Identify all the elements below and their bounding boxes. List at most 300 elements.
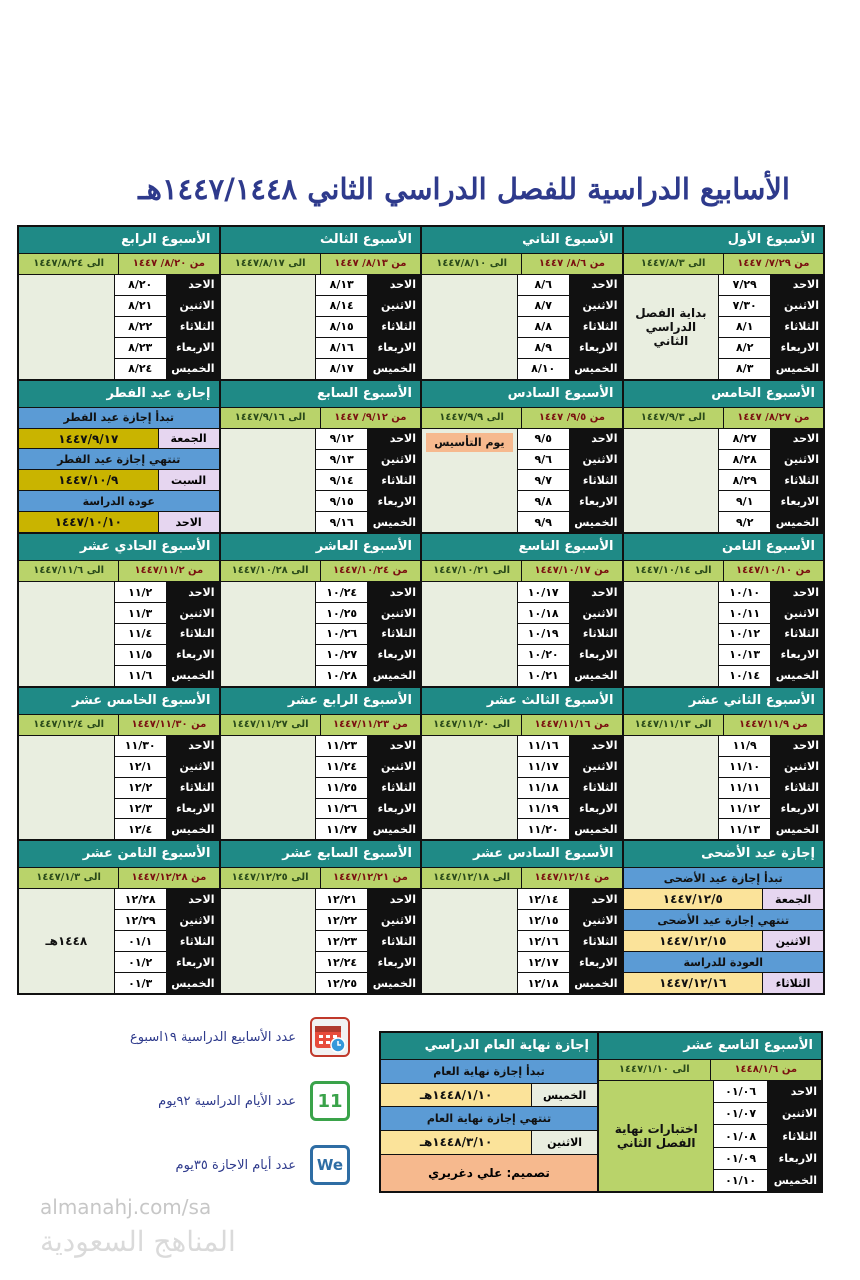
week-title: الأسبوع الثاني عشر [624, 688, 824, 714]
yearend-end-day: الاثنين [532, 1131, 597, 1154]
day-row [115, 296, 219, 316]
week-days [518, 429, 622, 533]
week-days [115, 275, 219, 379]
week-body [221, 429, 421, 533]
final-week-panel [379, 1031, 823, 1193]
holiday-label: تنتهي إجازة عيد الأضحى [624, 910, 824, 930]
week-4 [19, 227, 219, 379]
week-body [624, 275, 824, 379]
day-name: الاربعاء [368, 952, 420, 972]
day-row [316, 359, 420, 379]
day-date: ٨/٩ [518, 338, 569, 358]
day-date: ١٠/٢٨ [316, 666, 367, 686]
day-name: الخميس [771, 666, 823, 686]
day-date: ١٢/١ [115, 757, 166, 777]
day-name: الاحد [167, 736, 219, 756]
day-date: ٩/٧ [518, 470, 569, 490]
week-note-text: ١٤٤٨هـ [45, 934, 88, 949]
week-from-date: من ١٤٤٧/١١/٣٠ [119, 715, 218, 735]
day-name: الثلاثاء [368, 624, 420, 644]
week-14 [221, 688, 421, 840]
day-name: الثلاثاء [570, 778, 622, 798]
day-name: الخميس [570, 819, 622, 839]
holiday-row [19, 429, 219, 449]
day-date: ٨/٢ [719, 338, 770, 358]
day-name: الاحد [768, 1081, 821, 1102]
day-row [316, 338, 420, 358]
day-name: الاحد [570, 736, 622, 756]
day-name: الثلاثاء [570, 470, 622, 490]
day-row [714, 1170, 821, 1191]
holiday-date: ١٤٤٧/١٠/١٠ [19, 512, 158, 532]
day-row [518, 317, 622, 337]
day-row [719, 450, 823, 470]
day-date: ٨/١٣ [316, 275, 367, 295]
week-3 [221, 227, 421, 379]
day-name: الاحد [368, 275, 420, 295]
holiday-row [19, 408, 219, 428]
day-name: الثلاثاء [570, 624, 622, 644]
day-date: ١١/١٦ [518, 736, 569, 756]
day-date: ٨/١٥ [316, 317, 367, 337]
week-date-range [19, 561, 219, 581]
week-1 [624, 227, 824, 379]
day-name: الاربعاء [570, 952, 622, 972]
day-name: الخميس [768, 1170, 821, 1191]
day-row [115, 645, 219, 665]
day-row [518, 799, 622, 819]
day-date: ١١/٣٠ [115, 736, 166, 756]
week-date-range [221, 254, 421, 274]
day-name: الاربعاء [771, 338, 823, 358]
day-row [518, 645, 622, 665]
day-name: الاحد [570, 429, 622, 449]
day-row [316, 429, 420, 449]
day-row [518, 338, 622, 358]
day-date: ١٢/٢٣ [316, 931, 367, 951]
day-date: ٨/٢٨ [719, 450, 770, 470]
day-name: الثلاثاء [167, 317, 219, 337]
day-row [714, 1148, 821, 1169]
watermark-url: almanahj.com/sa [40, 1195, 212, 1219]
day-name: الثلاثاء [771, 470, 823, 490]
day-row [316, 624, 420, 644]
day-date: ١٢/١٧ [518, 952, 569, 972]
day-date: ٠١/٠٦ [714, 1081, 766, 1102]
day-name: الخميس [368, 973, 420, 993]
holiday-row [624, 889, 824, 909]
week-13 [422, 688, 622, 840]
holiday-label: العودة للدراسة [624, 952, 824, 972]
week-note [19, 275, 114, 379]
week-note [221, 889, 316, 993]
day-date: ١١/١٠ [719, 757, 770, 777]
day-date: ٨/٧ [518, 296, 569, 316]
day-date: ١٢/٤ [115, 819, 166, 839]
day-row [316, 819, 420, 839]
holiday-day: الجمعة [159, 429, 219, 449]
day-row [518, 624, 622, 644]
day-date: ١٠/٢٤ [316, 582, 367, 602]
week-note [422, 889, 517, 993]
day-row [115, 624, 219, 644]
day-date: ٩/١٦ [316, 512, 367, 532]
stat-days [30, 1079, 350, 1123]
day-name: الاحد [570, 582, 622, 602]
day-date: ١٢/١٤ [518, 889, 569, 909]
day-row [115, 275, 219, 295]
day-name: الخميس [771, 512, 823, 532]
day-row [719, 470, 823, 490]
holiday-date: ١٤٤٧/١٢/١٥ [624, 931, 763, 951]
week-body [19, 889, 219, 993]
exam-note: اختبارات نهاية الفصل الثاني [599, 1081, 713, 1191]
week-to-date: الى ١٤٤٧/١٢/٤ [19, 715, 118, 735]
day-row [316, 757, 420, 777]
week-title: الأسبوع التاسع [422, 534, 622, 560]
day-date: ١١/٩ [719, 736, 770, 756]
day-row [316, 931, 420, 951]
week-title: الأسبوع الثامن [624, 534, 824, 560]
holiday-title: إجازة عيد الأضحى [624, 841, 824, 867]
week-date-range [221, 408, 421, 428]
week-body [221, 275, 421, 379]
day-date: ١٢/١٥ [518, 910, 569, 930]
holiday-row [624, 973, 824, 993]
week-to-date: الى ١٤٤٧/٨/١٧ [221, 254, 320, 274]
day-row [719, 296, 823, 316]
day-row [719, 512, 823, 532]
day-row [316, 910, 420, 930]
week-days [719, 275, 823, 379]
day-row [115, 359, 219, 379]
week-from-date: من ١٤٤٧/١٢/١٤ [522, 868, 621, 888]
holiday-rows [624, 868, 824, 993]
day-name: الاربعاء [167, 645, 219, 665]
holiday-date: ١٤٤٧/١٢/١٦ [624, 973, 763, 993]
day-row [518, 910, 622, 930]
day-row [518, 952, 622, 972]
week-from-date: من ٧/٢٩/ ١٤٤٧ [724, 254, 823, 274]
day-date: ٩/١٤ [316, 470, 367, 490]
day-row [316, 470, 420, 490]
week-note [624, 582, 719, 686]
day-row [316, 645, 420, 665]
day-row [714, 1103, 821, 1124]
week-days [316, 736, 420, 840]
day-date: ١١/٢ [115, 582, 166, 602]
day-name: الاحد [570, 889, 622, 909]
holiday-row [624, 868, 824, 888]
week-title: الأسبوع السادس عشر [422, 841, 622, 867]
day-name: الثلاثاء [570, 931, 622, 951]
day-date: ١١/٦ [115, 666, 166, 686]
week-title: الأسبوع العاشر [221, 534, 421, 560]
week-from-date: من ١٤٤٧/١١/١٦ [522, 715, 621, 735]
day-date: ٨/٢٢ [115, 317, 166, 337]
week-from-date: من ١٤٤٧/١٢/٢٨ [119, 868, 218, 888]
day-date: ١٢/٢٥ [316, 973, 367, 993]
week-to-date: الى ١٤٤٧/١٠/٢٨ [221, 561, 320, 581]
week-date-range [19, 254, 219, 274]
yearend-end-row [381, 1107, 597, 1130]
holiday-row [624, 952, 824, 972]
week-18 [19, 841, 219, 993]
week-from-date: من ١٤٤٧/١٠/١٠ [724, 561, 823, 581]
day-date: ٩/٨ [518, 491, 569, 511]
day-row [719, 359, 823, 379]
week-from-date: من ١٤٤٧/١٠/٢٤ [321, 561, 420, 581]
week-11 [19, 534, 219, 686]
day-name: الخميس [368, 359, 420, 379]
day-row [316, 491, 420, 511]
holiday-title: إجازة عيد الفطر [19, 381, 219, 407]
day-row [719, 338, 823, 358]
day-row [719, 491, 823, 511]
day-name: الثلاثاء [771, 778, 823, 798]
day-date: ١٠/١٧ [518, 582, 569, 602]
day-date: ١٠/١١ [719, 603, 770, 623]
holiday-day: الاثنين [763, 931, 823, 951]
stat-weeks-label: عدد الأسابيع الدراسية ١٩اسبوع [129, 1029, 296, 1045]
week-note [624, 429, 719, 533]
week-2 [422, 227, 622, 379]
day-date: ١١/٢٤ [316, 757, 367, 777]
day-date: ٨/٦ [518, 275, 569, 295]
day-row [316, 778, 420, 798]
day-name: الاربعاء [368, 799, 420, 819]
day-name: الاربعاء [768, 1148, 821, 1169]
day-name: الثلاثاء [771, 624, 823, 644]
week-title: الأسبوع الثالث عشر [422, 688, 622, 714]
day-name: الاثنين [368, 296, 420, 316]
week-date-range [422, 561, 622, 581]
day-date: ٠١/٠٧ [714, 1103, 766, 1124]
holiday-row [19, 470, 219, 490]
stat-holidays-label: عدد أيام الاجازة ٣٥يوم [175, 1157, 296, 1173]
day-date: ١١/٢٥ [316, 778, 367, 798]
day-date: ٨/١ [719, 317, 770, 337]
day-name: الاثنين [368, 603, 420, 623]
week-note [19, 582, 114, 686]
day-row [316, 275, 420, 295]
day-row [719, 645, 823, 665]
week-date-range [422, 868, 622, 888]
day-row [518, 582, 622, 602]
day-name: الثلاثاء [167, 624, 219, 644]
day-date: ١٢/٢١ [316, 889, 367, 909]
week-date-range [624, 254, 824, 274]
day-row [316, 952, 420, 972]
day-name: الخميس [167, 973, 219, 993]
yearend-start-day: الخميس [532, 1084, 597, 1107]
week-note [221, 429, 316, 533]
holiday-row [19, 449, 219, 469]
day-date: ١٢/٣ [115, 799, 166, 819]
week-from-date: من ١٤٤٧/١٢/٢١ [321, 868, 420, 888]
day-name: الاحد [771, 736, 823, 756]
week-days [115, 736, 219, 840]
week-body [221, 582, 421, 686]
week-days [316, 275, 420, 379]
day-row [115, 666, 219, 686]
yearend-end-date-row [381, 1131, 597, 1154]
day-date: ٨/٢٠ [115, 275, 166, 295]
day-name: الخميس [368, 666, 420, 686]
week-note-text: بداية الفصل الدراسي الثاني [635, 305, 707, 348]
week-days [714, 1081, 821, 1191]
day-name: الخميس [368, 819, 420, 839]
day-name: الخميس [771, 359, 823, 379]
week-12 [624, 688, 824, 840]
day-row [518, 889, 622, 909]
day-row [719, 582, 823, 602]
day-date: ١٠/٢٠ [518, 645, 569, 665]
week-note [19, 736, 114, 840]
week-title: الأسبوع الأول [624, 227, 824, 253]
day-name: الاثنين [771, 450, 823, 470]
day-date: ٨/١٧ [316, 359, 367, 379]
week-date-range [19, 868, 219, 888]
week-title: الأسبوع السادس [422, 381, 622, 407]
day-row [518, 296, 622, 316]
day-row [115, 582, 219, 602]
day-name: الخميس [570, 973, 622, 993]
day-date: ٠١/٠٨ [714, 1125, 766, 1146]
day-name: الخميس [368, 512, 420, 532]
day-date: ٠١/٢ [115, 952, 166, 972]
day-date: ١١/٤ [115, 624, 166, 644]
day-name: الاربعاء [570, 491, 622, 511]
calendar-11-icon: 11 [310, 1081, 350, 1121]
week-note [221, 275, 316, 379]
day-name: الاربعاء [771, 645, 823, 665]
day-date: ٨/٣ [719, 359, 770, 379]
holiday-label: تنتهي إجازة عيد الفطر [19, 449, 219, 469]
day-date: ٩/١٥ [316, 491, 367, 511]
day-date: ١٠/١٠ [719, 582, 770, 602]
yearend-start-date-row [381, 1084, 597, 1107]
day-row [316, 317, 420, 337]
day-name: الثلاثاء [167, 931, 219, 951]
holiday-date: ١٤٤٧/١٠/٩ [19, 470, 158, 490]
day-name: الاحد [771, 429, 823, 449]
week-title: الأسبوع التاسع عشر [599, 1033, 821, 1059]
week-from-date: من ٨/٢٧/ ١٤٤٧ [724, 408, 823, 428]
day-date: ١٠/١٤ [719, 666, 770, 686]
day-date: ١٢/٢ [115, 778, 166, 798]
day-date: ١٢/١٨ [518, 973, 569, 993]
week-date-range [221, 715, 421, 735]
week-body [599, 1081, 821, 1191]
week-body [19, 736, 219, 840]
week-to-date: الى ١٤٤٧/١/٣ [19, 868, 118, 888]
day-row [518, 470, 622, 490]
day-row [316, 582, 420, 602]
week-note [221, 582, 316, 686]
holiday-day: الجمعة [763, 889, 823, 909]
week-15 [19, 688, 219, 840]
week-to-date: الى ١٤٤٧/٨/١٠ [422, 254, 521, 274]
day-name: الاثنين [570, 450, 622, 470]
designer-credit: تصميم: علي دغريري [381, 1155, 597, 1191]
week-days [719, 429, 823, 533]
day-date: ٩/١٢ [316, 429, 367, 449]
day-date: ٨/٢٧ [719, 429, 770, 449]
day-row [714, 1125, 821, 1146]
day-name: الاحد [771, 582, 823, 602]
day-date: ١١/٢٦ [316, 799, 367, 819]
day-row [714, 1081, 821, 1102]
day-name: الاربعاء [570, 338, 622, 358]
day-name: الثلاثاء [570, 317, 622, 337]
calendar-we-icon: We [310, 1145, 350, 1185]
day-row [719, 778, 823, 798]
day-row [316, 973, 420, 993]
day-name: الاثنين [167, 910, 219, 930]
day-name: الاربعاء [368, 338, 420, 358]
day-name: الثلاثاء [368, 931, 420, 951]
day-row [115, 889, 219, 909]
week-date-range [624, 408, 824, 428]
day-row [719, 819, 823, 839]
day-row [719, 736, 823, 756]
day-date: ٠١/٣ [115, 973, 166, 993]
week-to-date: الى ١٤٤٧/١٢/١٨ [422, 868, 521, 888]
day-name: الاربعاء [771, 491, 823, 511]
page-title: الأسابيع الدراسية للفصل الدراسي الثاني ١٤٤٧/١٤٤٨هـ [138, 172, 790, 206]
day-name: الاحد [167, 582, 219, 602]
day-date: ٨/٨ [518, 317, 569, 337]
day-date: ٨/٢٣ [115, 338, 166, 358]
week-body [422, 889, 622, 993]
fitr-holiday [19, 381, 219, 533]
day-row [115, 757, 219, 777]
day-date: ٩/١٣ [316, 450, 367, 470]
week-date-range [624, 715, 824, 735]
day-date: ١٢/١٦ [518, 931, 569, 951]
day-row [719, 603, 823, 623]
day-row [115, 317, 219, 337]
stat-days-label: عدد الأيام الدراسية ٩٢يوم [158, 1093, 296, 1109]
holiday-day: الثلاثاء [763, 973, 823, 993]
day-name: الثلاثاء [771, 317, 823, 337]
week-to-date: الى ١٤٤٧/١/١٠ [599, 1060, 710, 1080]
week-days [316, 582, 420, 686]
day-date: ٨/١٦ [316, 338, 367, 358]
day-row [518, 736, 622, 756]
yearend-holiday [381, 1033, 597, 1191]
day-row [518, 512, 622, 532]
weeks-grid [17, 225, 825, 995]
day-name: الاثنين [771, 757, 823, 777]
day-date: ٠١/١٠ [714, 1170, 766, 1191]
week-note [624, 275, 719, 379]
day-row [518, 491, 622, 511]
week-from-date: من ١٤٤٨/١/٦ [711, 1060, 822, 1080]
week-title: الأسبوع الثالث [221, 227, 421, 253]
day-row [115, 799, 219, 819]
yearend-start-row [381, 1060, 597, 1083]
day-name: الاثنين [570, 603, 622, 623]
day-date: ٠١/٠٩ [714, 1148, 766, 1169]
day-date: ١١/٥ [115, 645, 166, 665]
stat-weeks [30, 1015, 350, 1059]
week-note [422, 275, 517, 379]
day-name: الاثنين [368, 450, 420, 470]
day-row [518, 603, 622, 623]
week-from-date: من ١٤٤٧/١١/٢ [119, 561, 218, 581]
